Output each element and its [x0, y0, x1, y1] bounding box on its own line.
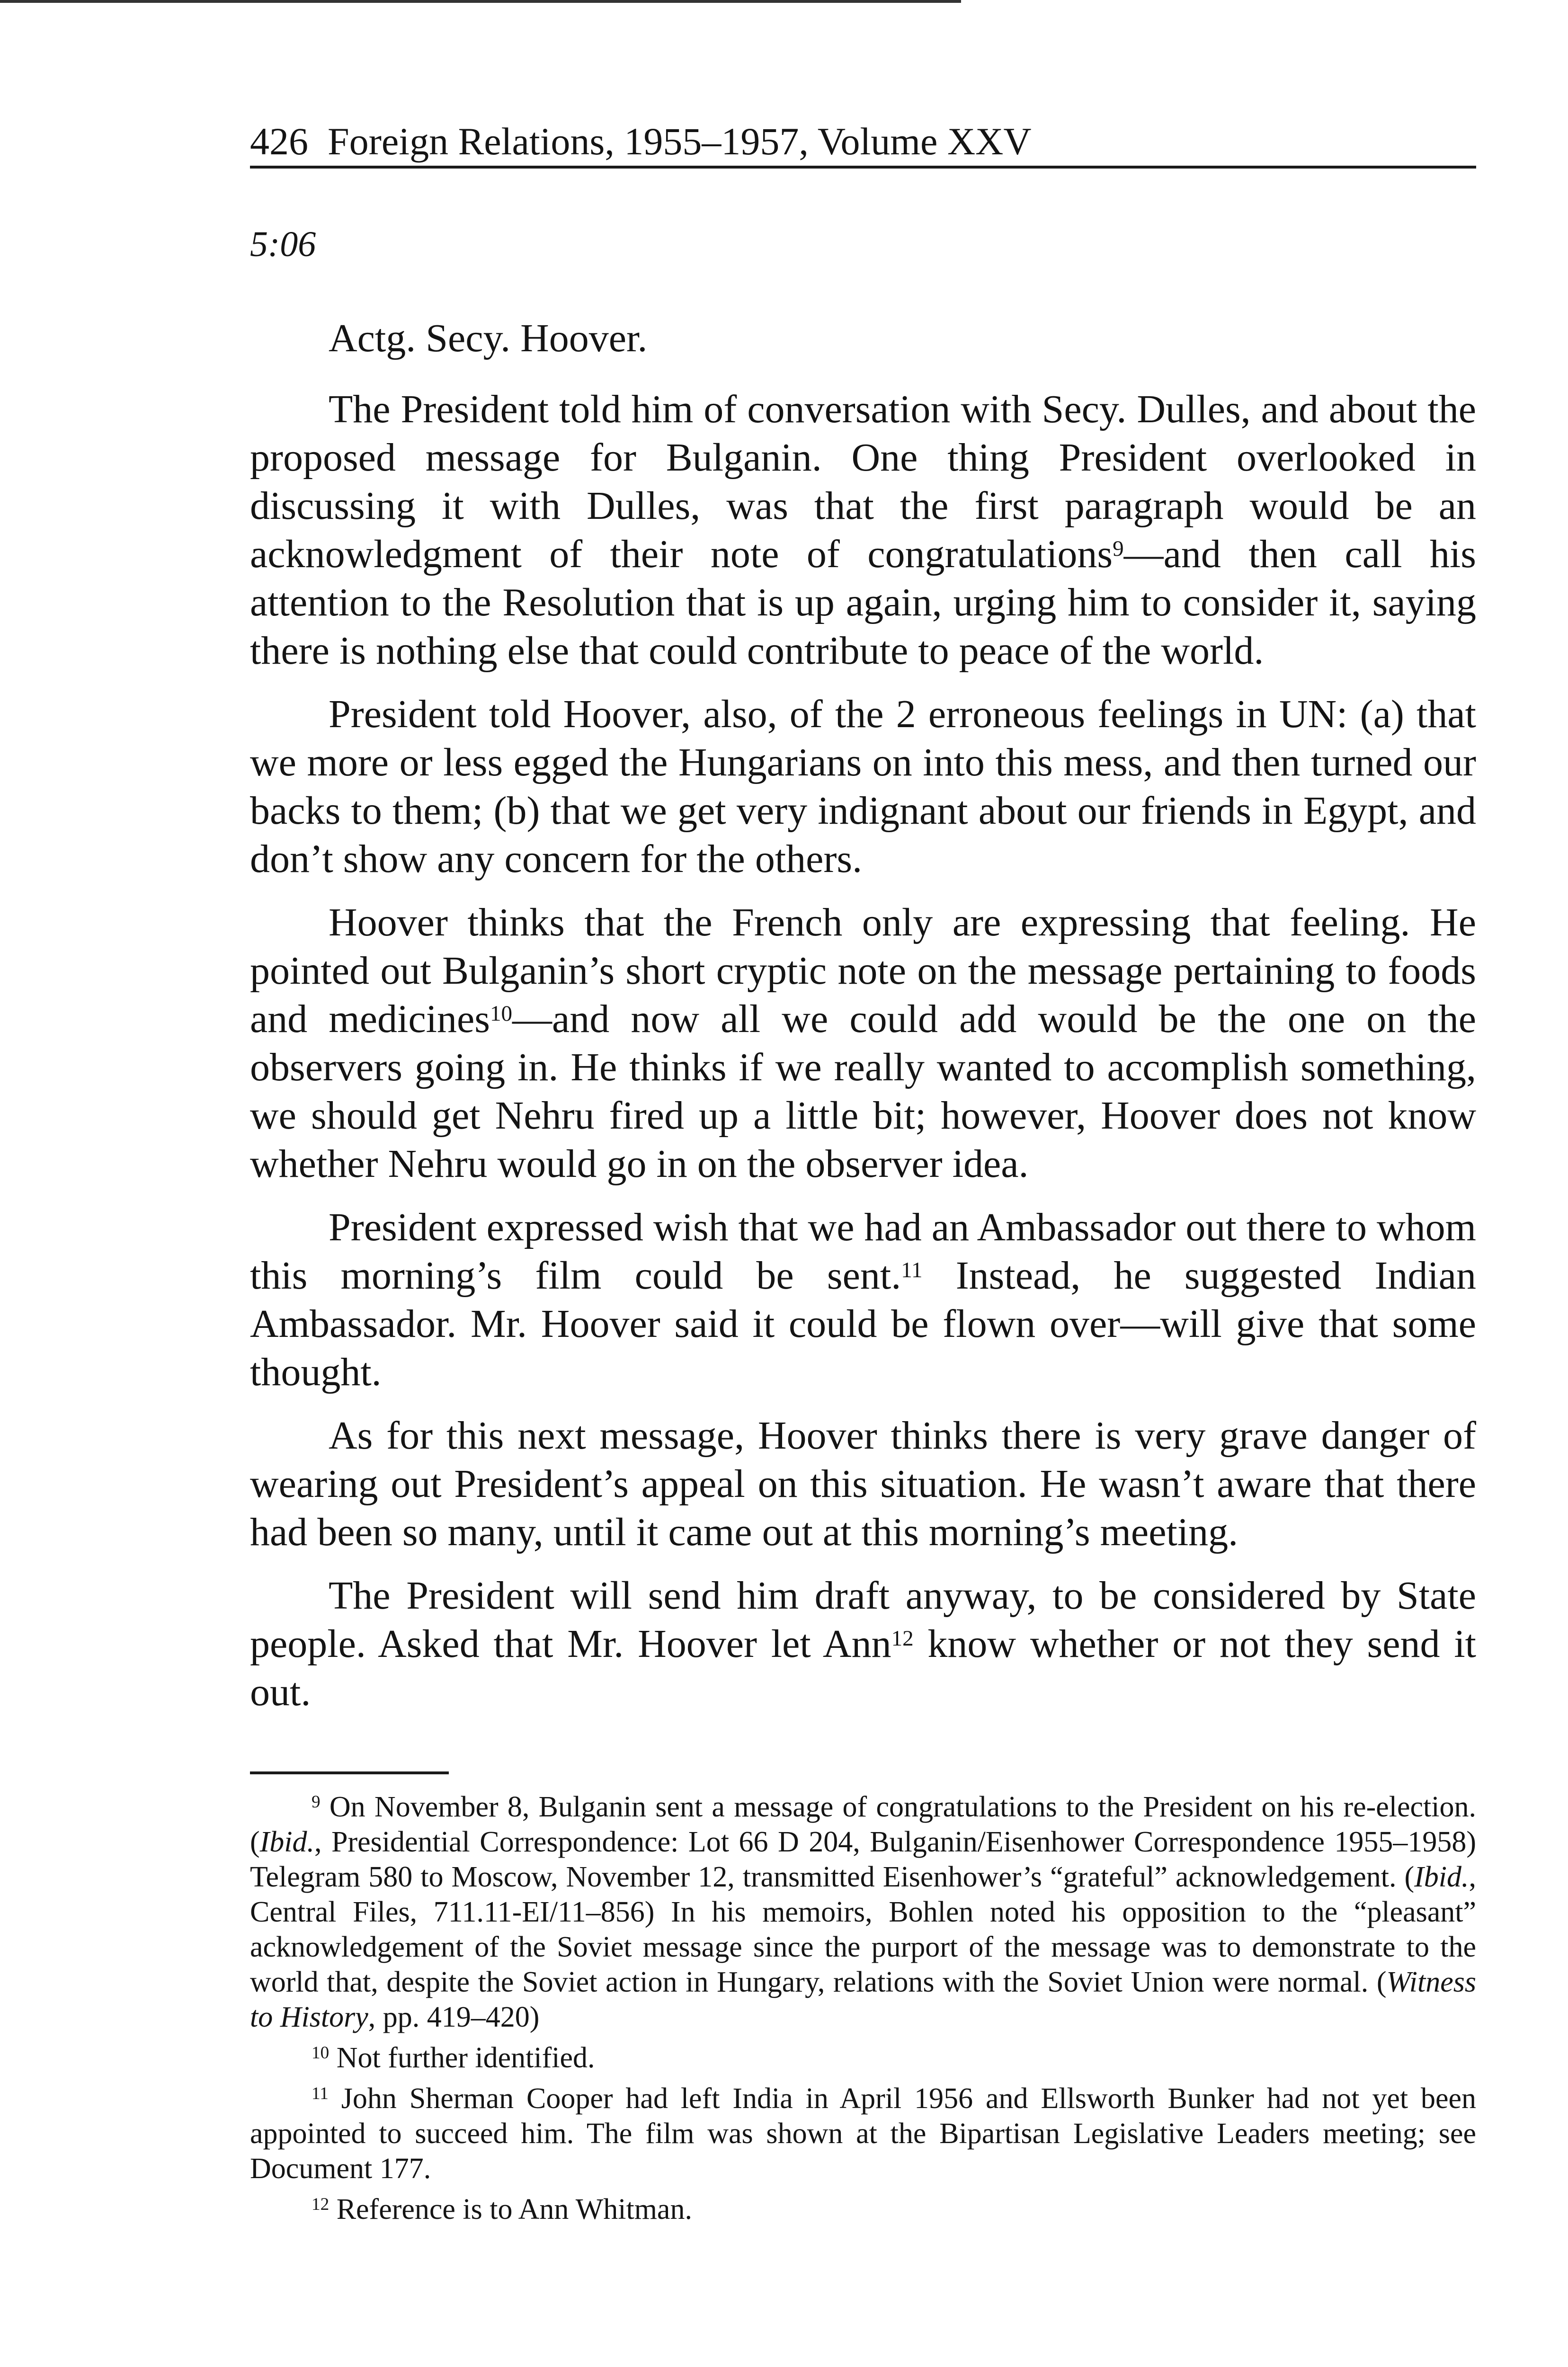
footnote-12: $^{12}$ Reference is to Ann Whitman. — [312, 2193, 692, 2225]
footnote-ref-11[interactable]: 11 — [901, 1257, 923, 1282]
footnote-10: $^{10}$ Not further identified. — [312, 2042, 595, 2074]
caller-line: Actg. Secy. Hoover. — [329, 316, 648, 360]
document-page — [250, 110, 1476, 2233]
paragraph-3: Hoover thinks that the French only are expressing that feeling. He pointed out Bulganin’s short cryptic note on the message pertaining to foods and medicines$^{10}$—and now all we could add would be the one on the observers going in. He thinks if we really wanted to accomplish something, we should get Nehru fired up a little bit; however, Hoover does not know whether Nehru would go in on the observer idea. — [250, 900, 1476, 1186]
paragraph-2: President told Hoover, also, of the 2 erroneous feelings in UN: (a) that we more or less egged the Hungarians on into this mess, and then turned our backs to them; (b) that we get very indignant about our friends in Egypt, and don’t show any concern for the others. — [250, 692, 1476, 881]
running-header — [250, 110, 1476, 169]
footnote-9: $^9$ On November 8, Bulganin sent a message of congratulations to the President on his re-election. (Ibid., Presidential Correspondence: Lot 66 D 204, Bulganin/Eisenhower Correspondence 1955–1958) Telegram 580 to Moscow, November 12, transmitted Eisenhower’s “grateful” acknowledgement. (Ibid., Central Files, 711.11-EI/11–856) In his memoirs, Bohlen noted his opposition to the “pleasant” acknowledgement of the Soviet message since the purport of the message was to demonstrate to the world that, despite the Soviet action in Hungary, relations with the Soviet Union were normal. (Witness to History, pp. 419–420) — [250, 1791, 1476, 2033]
body-text — [250, 314, 1476, 1717]
paragraph-1: The President told him of conversation with Secy. Dulles, and about the proposed message for Bulganin. One thing President overlooked in discussing it with Dulles, was that the first paragraph would be an acknowledgment of their note of congratulations$^9$—and then call his attention to the Resolution that is up again, urging him to consider it, saying there is nothing else that could contribute to peace of the world. — [250, 387, 1476, 673]
series-title: Foreign Relations, 1955–1957, Volume XXV — [328, 120, 1032, 163]
footnote-number: 10 — [312, 2043, 330, 2063]
footnote-ref-9[interactable]: 9 — [1113, 536, 1124, 561]
time-entry: 5:06 — [250, 224, 316, 264]
footnote-number: 12 — [312, 2194, 330, 2214]
paragraph-5: As for this next message, Hoover thinks there is very grave danger of wearing out President’s appeal on this situation. He wasn’t aware that there had been so many, until it came out at this morning’s meeting. — [250, 1414, 1476, 1554]
footnote-ref-10[interactable]: 10 — [490, 1001, 512, 1026]
footnote-11: $^{11}$ John Sherman Cooper had left India in April 1956 and Ellsworth Bunker had not yet been appointed to succeed him. The film was shown at the Bipartisan Legislative Leaders meeting; see Document 177. — [250, 2082, 1476, 2185]
footnote-number: 9 — [312, 1792, 321, 1812]
page-number: 426 — [250, 120, 308, 163]
scan-edge-line — [0, 0, 961, 3]
footnote-rule — [250, 1771, 449, 1774]
paragraph-4: President expressed wish that we had an Ambassador out there to whom this morning’s film could be sent.$^{11}$ Instead, he suggested Indian Ambassador. Mr. Hoover said it could be flown over—will give that some thought. — [250, 1205, 1476, 1394]
footnotes — [250, 1789, 1476, 2227]
footnote-ref-12[interactable]: 12 — [891, 1626, 914, 1651]
paragraph-6: The President will send him draft anyway, to be considered by State people. Asked that Mr. Hoover let Ann$^{12}$ know whether or not they send it out. — [250, 1574, 1477, 1714]
book-title: Witness to History — [250, 1966, 1476, 2033]
footnote-number: 11 — [312, 2083, 329, 2103]
